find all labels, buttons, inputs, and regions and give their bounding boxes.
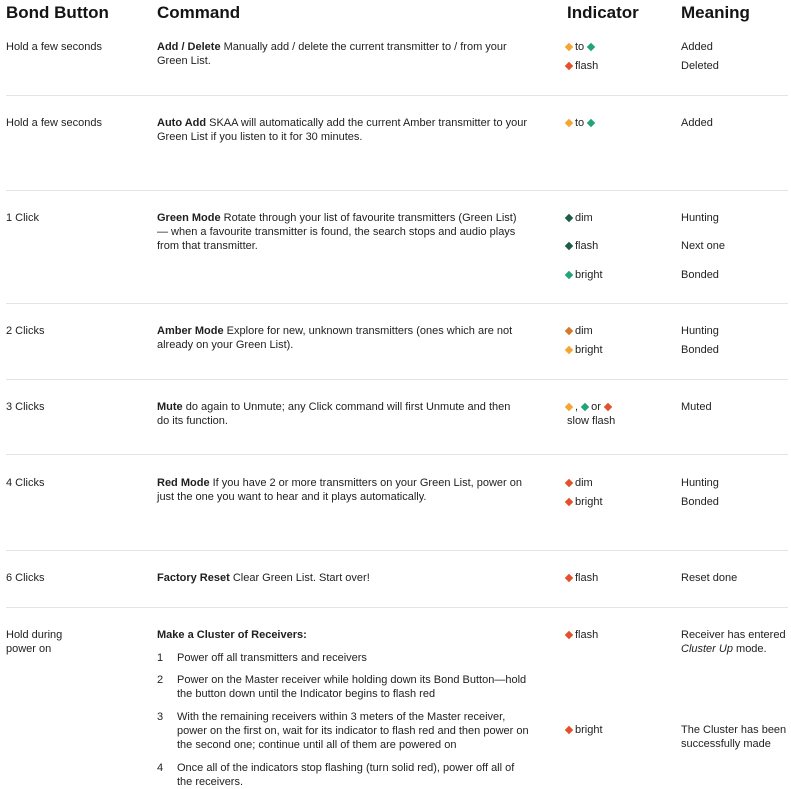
step-number: 4 (157, 762, 164, 774)
command-title: Mute (157, 401, 183, 413)
meaning-text: successfully made (681, 738, 771, 750)
command-text: Green List if you listen to it for 30 minutes. (157, 131, 363, 143)
meaning-text: Hunting (681, 477, 719, 489)
meaning-text: Receiver has entered (681, 629, 786, 641)
amber-diamond-icon (565, 42, 573, 50)
amber-diamond-icon (565, 345, 573, 353)
table-row (0, 34, 791, 96)
header-meaning: Meaning (681, 3, 750, 22)
step-number: 2 (157, 674, 164, 686)
step-number: 1 (157, 652, 164, 664)
command-text: do again to Unmute; any Click command will first Unmute and then (182, 401, 511, 413)
indicator-text: to (575, 117, 585, 129)
indicator-text: bright (575, 344, 603, 356)
step-text: Once all of the indicators stop flashing (turn solid red), power off all of (177, 762, 515, 774)
green-diamond-icon (581, 402, 589, 410)
table-row (0, 304, 791, 380)
step-text: power on the first on, wait for its indicator to flash red and then power on (177, 725, 529, 737)
green-diamond-icon (565, 270, 573, 278)
amber-diamond-icon (565, 402, 573, 410)
meaning-text: Hunting (681, 325, 719, 337)
table-row (0, 96, 791, 191)
bond-button-action: 1 Click (6, 212, 40, 224)
command-text: Manually add / delete the current transmitter to / from your (220, 41, 507, 53)
indicator-text: dim (575, 477, 593, 489)
bond-button-action: Hold a few seconds (6, 117, 102, 129)
command-text: Rotate through your list of favourite transmitters (Green List) (220, 212, 517, 224)
dark-green-diamond-icon (565, 241, 573, 249)
command-text: Explore for new, unknown transmitters (ones which are not (223, 325, 513, 337)
red-diamond-icon (565, 61, 573, 69)
indicator-text: dim (575, 325, 593, 337)
step-text: the button down until the Indicator begins to flash red (177, 688, 436, 700)
indicator-text: dim (575, 212, 593, 224)
table-row (0, 380, 791, 455)
command-title: Make a Cluster of Receivers: (157, 629, 307, 641)
indicator-text: to (575, 41, 585, 53)
header-bond-button: Bond Button (6, 3, 109, 22)
meaning-text: Bonded (681, 344, 719, 356)
indicator-text: slow flash (567, 415, 616, 427)
green-diamond-icon (587, 42, 595, 50)
indicator-text: flash (575, 60, 599, 72)
indicator-text: flash (575, 240, 599, 252)
step-text: Power off all transmitters and receivers (177, 652, 367, 664)
meaning-text: Reset done (681, 572, 738, 584)
red-diamond-icon (565, 497, 573, 505)
indicator-text: flash (575, 629, 599, 641)
meaning-text: The Cluster has been (681, 724, 787, 736)
header-indicator: Indicator (567, 3, 639, 22)
command-title: Amber Mode (157, 325, 224, 337)
bond-button-action: 6 Clicks (6, 572, 45, 584)
bond-button-action: 3 Clicks (6, 401, 45, 413)
table-row (0, 551, 791, 608)
amber-diamond-icon (565, 118, 573, 126)
indicator-text: bright (575, 724, 603, 736)
command-text: SKAA will automatically add the current Amber transmitter to your (206, 117, 528, 129)
indicator-text: flash (575, 572, 599, 584)
bond-button-text: Hold during (6, 629, 63, 641)
indicator-text: or (591, 401, 601, 413)
red-diamond-icon (604, 402, 612, 410)
meaning-text: mode. (732, 643, 767, 655)
command-text: from that transmitter. (157, 240, 258, 252)
indicator-text: bright (575, 496, 603, 508)
red-diamond-icon (565, 630, 573, 638)
meaning-text: Muted (681, 401, 712, 413)
red-diamond-icon (565, 573, 573, 581)
command-title: Add / Delete (157, 41, 221, 53)
dark-green-diamond-icon (565, 213, 573, 221)
step-text: Power on the Master receiver while holding down its Bond Button—hold (177, 674, 527, 686)
meaning-text: Next one (681, 240, 726, 252)
step-text: the second one; continue until all of them are powered on (177, 739, 457, 751)
step-text: the receivers. (177, 776, 244, 788)
dark-amber-diamond-icon (565, 326, 573, 334)
command-title: Green Mode (157, 212, 221, 224)
meaning-text: Added (681, 117, 713, 129)
command-text: If you have 2 or more transmitters on your Green List, power on (209, 477, 522, 489)
step-number: 3 (157, 711, 164, 723)
indicator-text: , (575, 401, 579, 413)
command-text: just the one you want to hear and it plays automatically. (157, 491, 427, 503)
step-text: With the remaining receivers within 3 meters of the Master receiver, (177, 711, 506, 723)
command-text: — when a favourite transmitter is found, the search stops and audio plays (157, 226, 516, 238)
command-text: already on your Green List). (157, 339, 294, 351)
command-title: Factory Reset (157, 572, 230, 584)
table-row (0, 608, 791, 788)
table-header (0, 0, 791, 26)
command-title: Auto Add (157, 117, 207, 129)
table-row (0, 191, 791, 304)
bond-button-action: Hold a few seconds (6, 41, 102, 53)
indicator-text: bright (575, 269, 603, 281)
meaning-text: Deleted (681, 60, 719, 72)
command-text: do its function. (157, 415, 228, 427)
header-command: Command (157, 3, 241, 22)
green-diamond-icon (587, 118, 595, 126)
bond-button-action: 4 Clicks (6, 477, 45, 489)
bond-button-action: 2 Clicks (6, 325, 45, 337)
meaning-emphasis: Cluster Up (681, 643, 733, 655)
command-text: Green List. (157, 55, 211, 67)
meaning-text: Added (681, 41, 713, 53)
bond-button-text: power on (6, 643, 52, 655)
command-text: Clear Green List. Start over! (229, 572, 370, 584)
meaning-text: Bonded (681, 496, 719, 508)
meaning-text: Bonded (681, 269, 719, 281)
red-diamond-icon (565, 478, 573, 486)
command-title: Red Mode (157, 477, 210, 489)
table-row (0, 455, 791, 551)
red-diamond-icon (565, 725, 573, 733)
meaning-text: Hunting (681, 212, 719, 224)
